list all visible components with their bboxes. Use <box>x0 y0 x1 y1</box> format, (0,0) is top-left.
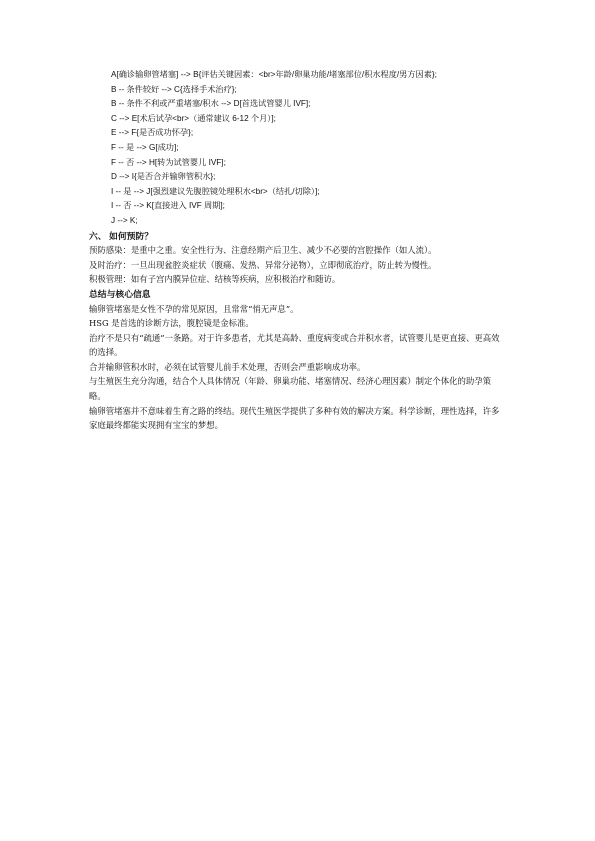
flow-line: F -- 是 --> G[成功]; <box>111 142 179 152</box>
summary-paragraph: 输卵管堵塞是女性不孕的常见原因，且常常“悄无声息”。 <box>89 303 299 314</box>
flow-line: C --> E[术后试孕<br>（通常建议 6-12 个月）]; <box>111 113 276 123</box>
flow-line: E --> F{是否成功怀孕}; <box>111 128 194 138</box>
flow-line: F -- 否 --> H[转为试管婴儿 IVF]; <box>111 157 226 167</box>
section-heading-prevention: 六、 如何预防？ <box>89 230 154 241</box>
summary-paragraph: 治疗不是只有“疏通”一条路。对于许多患者，尤其是高龄、重度病变或合并积水者，试管婴儿是更直接、更高效的选择。 <box>89 332 500 358</box>
flow-line: I -- 是 --> J[强烈建议先腹腔镜处理积水<br>（结扎/切除）]; <box>111 186 320 196</box>
flow-line: B -- 条件较好 --> C{选择手术治疗}; <box>111 84 237 94</box>
flow-line: I -- 否 --> K[直接进入 IVF 周期]; <box>111 201 225 211</box>
section-heading-summary: 总结与核心信息 <box>89 288 151 299</box>
flow-line: A[确诊输卵管堵塞] --> B{评估关键因素：<br>年龄/卵巢功能/堵塞部位/积水程度/男方因素}; <box>111 70 437 79</box>
document-page <box>89 68 507 433</box>
prevention-paragraph: 预防感染：是重中之重。安全性行为、注意经期产后卫生、减少不必要的宫腔操作（如人流）。 <box>89 245 437 256</box>
summary-paragraph: 与生殖医生充分沟通，结合个人具体情况（年龄、卵巢功能、堵塞情况、经济心理因素）制定个体化的助孕策略。 <box>89 376 491 402</box>
summary-paragraph: 合并输卵管积水时，必须在试管婴儿前手术处理，否则会严重影响成功率。 <box>89 361 366 372</box>
flow-line: J --> K; <box>111 215 138 225</box>
prevention-paragraph: 积极管理：如有子宫内膜异位症、结核等疾病，应积极治疗和随访。 <box>89 274 341 285</box>
flow-line: D --> I{是否合并输卵管积水}; <box>111 172 216 182</box>
summary-paragraph: HSG 是首选的诊断方法，腹腔镜是金标准。 <box>89 318 254 329</box>
summary-paragraph: 输卵管堵塞并不意味着生育之路的终结。现代生殖医学提供了多种有效的解决方案。科学诊断，理性选择，许多家庭最终都能实现拥有宝宝的梦想。 <box>89 405 500 431</box>
flow-line: B -- 条件不利或严重堵塞/积水 --> D[首选试管婴儿 IVF]; <box>111 99 311 109</box>
prevention-paragraph: 及时治疗：一旦出现盆腔炎症状（腹痛、发热、异常分泌物），立即彻底治疗，防止转为慢性。 <box>89 259 437 270</box>
